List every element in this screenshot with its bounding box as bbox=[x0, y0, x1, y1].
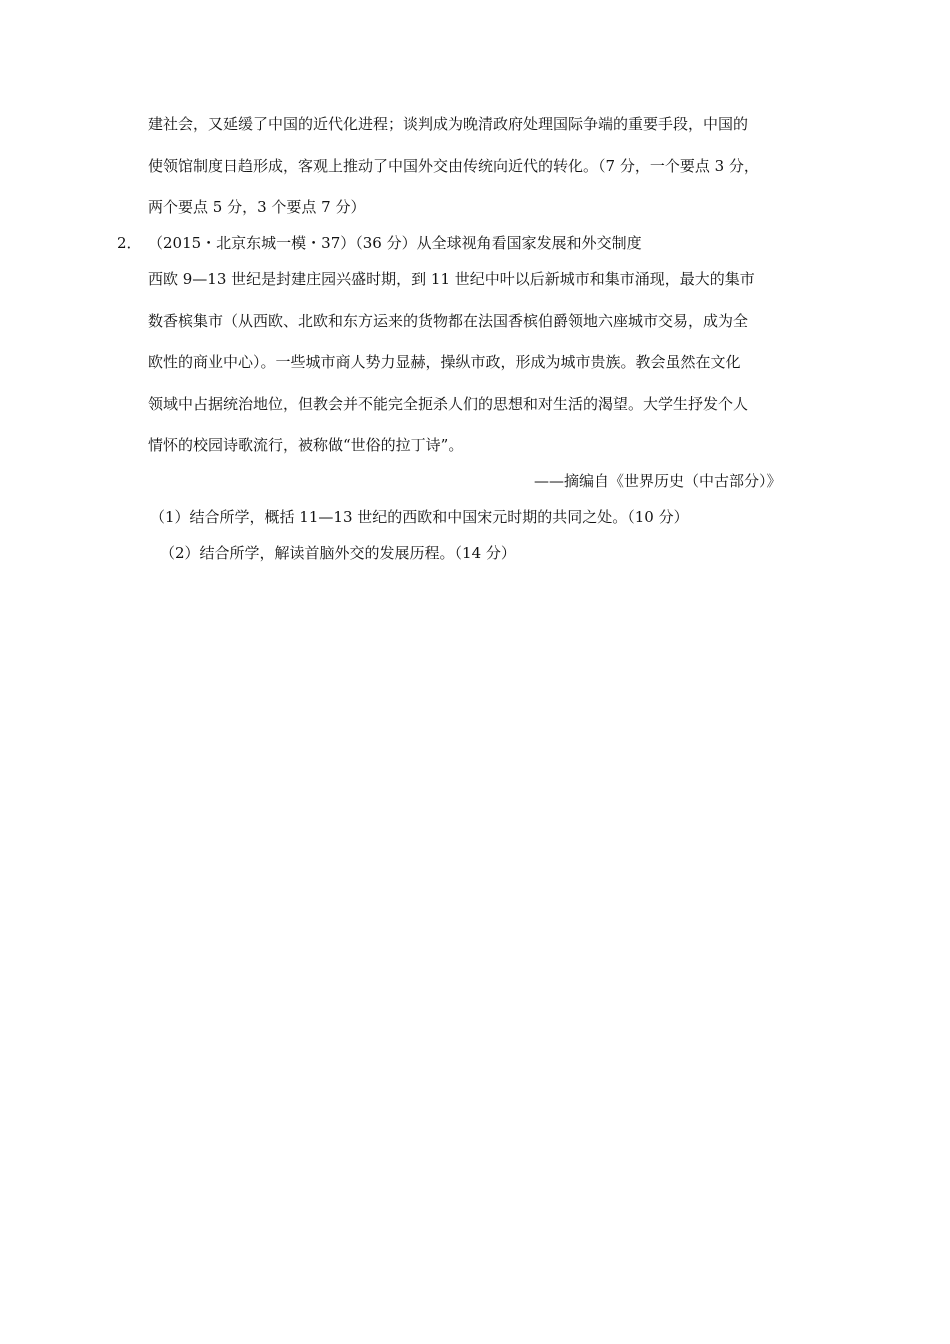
passage-attribution: ——摘编自《世界历史（中古部分）》 bbox=[534, 472, 782, 490]
question-number: 2． bbox=[117, 234, 142, 252]
question-title: （2015・北京东城一模・37）（36 分）从全球视角看国家发展和外交制度 bbox=[148, 234, 642, 252]
sub-question-2: （2）结合所学，解读首脑外交的发展历程。（14 分） bbox=[160, 544, 516, 562]
passage-line-2: 数香槟集市（从西欧、北欧和东方运来的货物都在法国香槟伯爵领地六座城市交易，成为全 bbox=[148, 312, 749, 330]
passage-line-3: 欧性的商业中心）。一些城市商人势力显赫，操纵市政，形成为城市贵族。教会虽然在文化 bbox=[148, 353, 741, 371]
passage-line-1: 西欧 9—13 世纪是封建庄园兴盛时期，到 11 世纪中叶以后新城市和集市涌现，最大的集市 bbox=[148, 270, 755, 288]
passage-line-5: 情怀的校园诗歌流行，被称做“世俗的拉丁诗”。 bbox=[148, 436, 464, 454]
sub-question-1: （1）结合所学，概括 11—13 世纪的西欧和中国宋元时期的共同之处。（10 分） bbox=[150, 508, 689, 526]
passage-line-4: 领域中占据统治地位，但教会并不能完全扼杀人们的思想和对生活的渴望。大学生抒发个人 bbox=[148, 395, 749, 413]
answer-continuation-line-2: 使领馆制度日趋形成，客观上推动了中国外交由传统向近代的转化。（7 分，一个要点 3 分， bbox=[148, 157, 759, 175]
answer-continuation-line-3: 两个要点 5 分，3 个要点 7 分） bbox=[148, 198, 366, 216]
answer-continuation-line-1: 建社会，又延缓了中国的近代化进程；谈判成为晚清政府处理国际争端的重要手段，中国的 bbox=[148, 115, 749, 133]
